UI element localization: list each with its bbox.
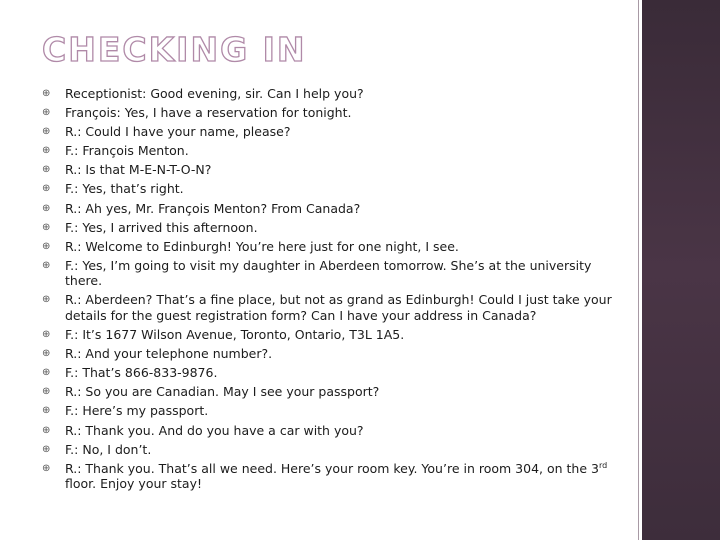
dialogue-line — [44, 327, 614, 343]
dialogue-line — [44, 384, 614, 400]
dialogue-line — [44, 86, 614, 102]
dialogue-text: R.: Ah yes, Mr. François Menton? From Canada? — [65, 200, 361, 216]
dialogue-line — [44, 143, 614, 159]
dialogue-text-part: floor. Enjoy your stay! — [65, 476, 202, 492]
dialogue-text: F.: Yes, I’m going to visit my daughter in Aberdeen tomorrow. She’s at the university there. — [65, 257, 592, 289]
side-decoration-bar — [642, 0, 720, 540]
ordinal-suffix: rd — [598, 460, 608, 470]
side-divider — [638, 0, 639, 540]
dialogue-text: F.: Here’s my passport. — [65, 403, 209, 419]
circled-plus-icon: ⊕ — [42, 348, 51, 360]
dialogue-text — [65, 461, 614, 492]
dialogue-text: F.: Yes, I arrived this afternoon. — [65, 219, 258, 235]
dialogue-text: R.: Welcome to Edinburgh! You’re here just for one night, I see. — [65, 238, 459, 254]
circled-plus-icon: ⊕ — [42, 424, 51, 436]
dialogue-line — [44, 365, 614, 381]
dialogue-text: F.: Yes, that’s right. — [65, 181, 184, 197]
dialogue-line — [44, 124, 614, 140]
dialogue-text: F.: François Menton. — [65, 143, 189, 159]
dialogue-text: Receptionist: Good evening, sir. Can I help you? — [65, 86, 364, 101]
dialogue-text: R.: Is that M-E-N-T-O-N? — [65, 162, 212, 178]
circled-plus-icon: ⊕ — [42, 145, 51, 157]
dialogue-line — [44, 442, 614, 458]
circled-plus-icon: ⊕ — [42, 240, 51, 252]
circled-plus-icon: ⊕ — [42, 367, 51, 379]
dialogue-text: François: Yes, I have a reservation for tonight. — [65, 105, 352, 121]
dialogue-line — [44, 220, 614, 236]
circled-plus-icon: ⊕ — [42, 202, 51, 214]
dialogue-text: R.: Thank you. And do you have a car with you? — [65, 422, 364, 438]
dialogue-text-part: R.: Thank you. That’s all we need. Here’s your room key. You’re in room 304, on the 3 — [65, 460, 599, 476]
dialogue-text: R.: Could I have your name, please? — [65, 124, 291, 140]
circled-plus-icon: ⊕ — [42, 294, 51, 306]
circled-plus-icon: ⊕ — [42, 164, 51, 176]
circled-plus-icon: ⊕ — [42, 107, 51, 119]
circled-plus-icon: ⊕ — [42, 183, 51, 195]
dialogue-line — [44, 423, 614, 439]
dialogue-text: R.: And your telephone number?. — [65, 346, 273, 362]
dialogue-line — [44, 346, 614, 362]
circled-plus-icon: ⊕ — [42, 443, 51, 455]
dialogue-line — [44, 258, 614, 289]
circled-plus-icon: ⊕ — [42, 221, 51, 233]
dialogue-line — [44, 201, 614, 217]
dialogue-line — [44, 239, 614, 255]
circled-plus-icon: ⊕ — [42, 462, 51, 474]
dialogue-line — [44, 461, 614, 492]
circled-plus-icon: ⊕ — [42, 88, 51, 99]
circled-plus-icon: ⊕ — [42, 405, 51, 417]
slide-title: CHECKING IN — [42, 30, 307, 69]
dialogue-line — [44, 162, 614, 178]
dialogue-line — [44, 181, 614, 197]
dialogue-list — [44, 86, 614, 495]
dialogue-line — [44, 105, 614, 121]
circled-plus-icon: ⊕ — [42, 126, 51, 138]
dialogue-text: R.: So you are Canadian. May I see your passport? — [65, 384, 380, 400]
dialogue-text: F.: That’s 866-833-9876. — [65, 365, 218, 381]
circled-plus-icon: ⊕ — [42, 386, 51, 398]
circled-plus-icon: ⊕ — [42, 329, 51, 341]
dialogue-text: F.: It’s 1677 Wilson Avenue, Toronto, Ontario, T3L 1A5. — [65, 327, 405, 343]
dialogue-text: R.: Aberdeen? That’s a fine place, but not as grand as Edinburgh! Could I just take your details for the guest registration form? Can I have your address in Canada? — [65, 292, 612, 323]
dialogue-line — [44, 292, 614, 323]
circled-plus-icon: ⊕ — [42, 259, 51, 271]
dialogue-text: F.: No, I don’t. — [65, 441, 152, 457]
dialogue-line — [44, 403, 614, 419]
